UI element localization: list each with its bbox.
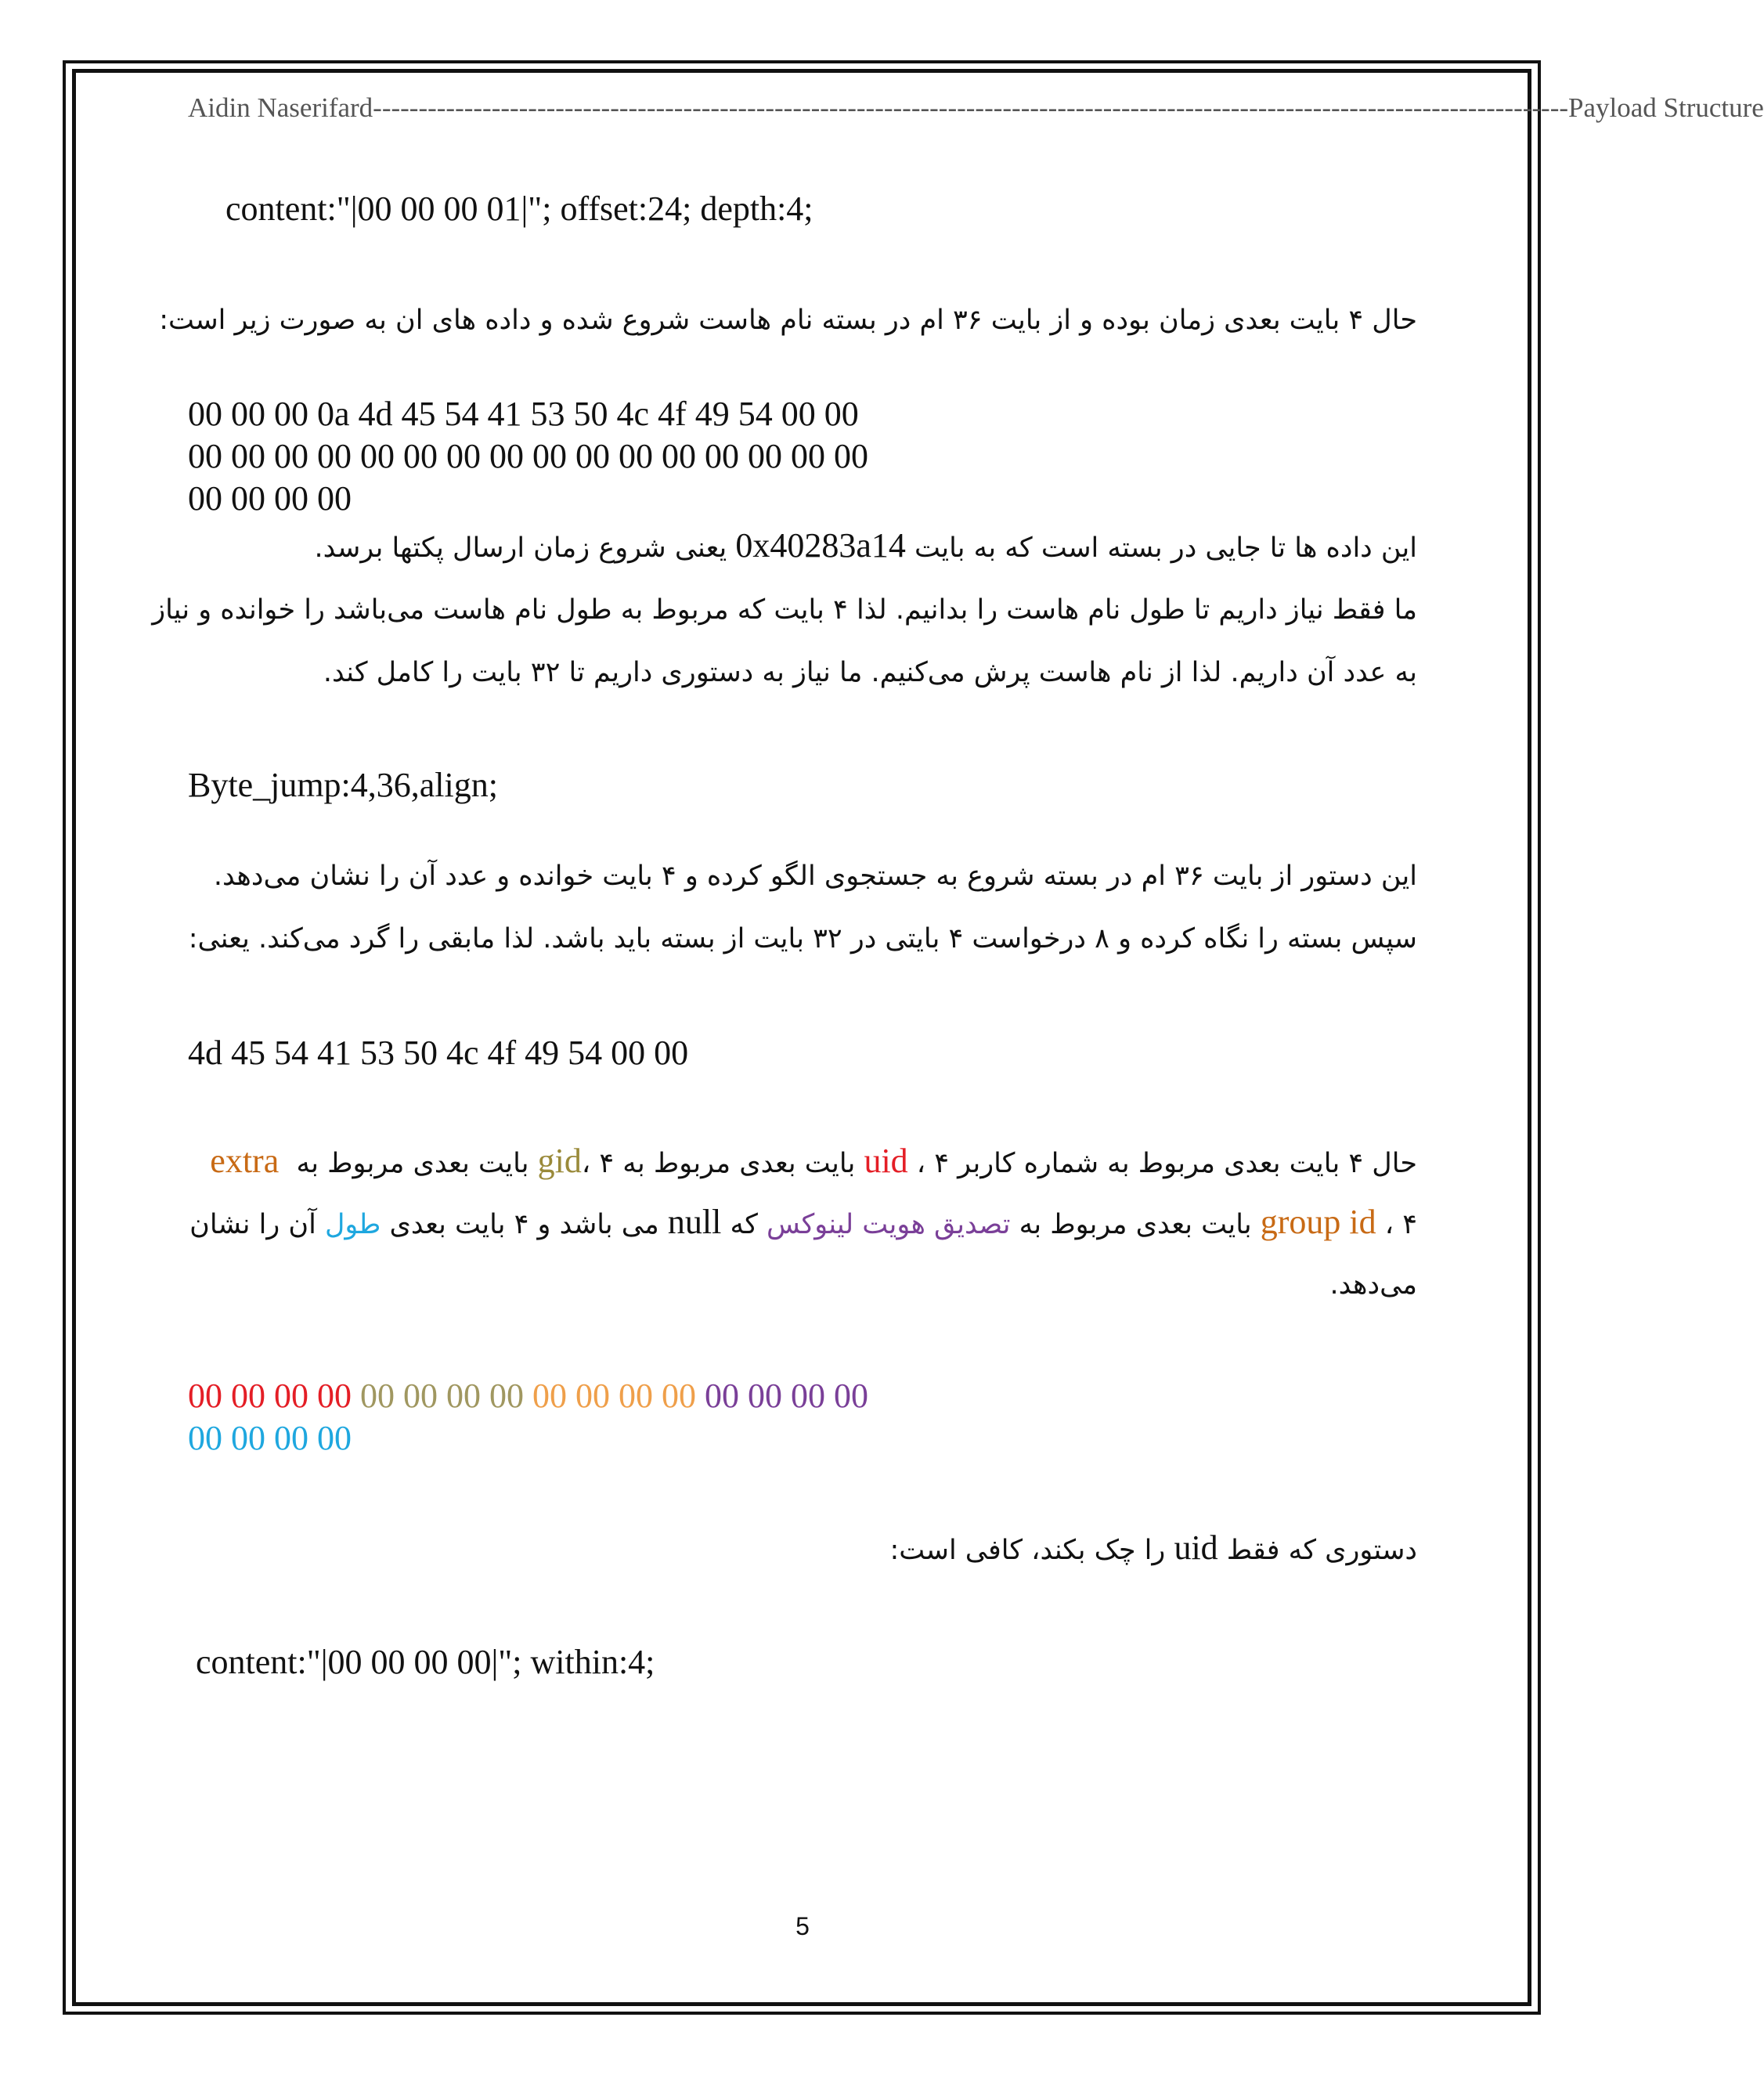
colored-hex-line-1 xyxy=(188,1375,868,1417)
header-dashes: ----------------------------------------------------------------------------------------------------------------------------------- xyxy=(373,92,1569,123)
hex-length: 00 00 00 00 xyxy=(188,1419,352,1457)
para5-text-6: می باشد و ۴ بایت بعدی xyxy=(381,1209,668,1240)
null-term: null xyxy=(667,1203,722,1241)
para2-after: یعنی شروع زمان ارسال پکتها برسد. xyxy=(314,532,736,564)
hex-linux-auth: 00 00 00 00 xyxy=(705,1377,868,1415)
hex-extra-group-id: 00 00 00 00 xyxy=(532,1377,696,1415)
paragraph-uid-check xyxy=(889,1530,1417,1568)
linux-auth-term: تصدیق هویت لینوکس xyxy=(767,1209,1011,1240)
paragraph-uid-gid-line3: می‌دهد. xyxy=(1329,1269,1417,1301)
paragraph-uid-gid-line1 xyxy=(210,1143,1417,1182)
paragraph-byte-jump-2: سپس بسته را نگاه کرده و ۸ درخواست ۴ بایتی در ۳۲ بایت از بسته باید باشد. لذا مابقی را گرد می‌کند. یعنی: xyxy=(188,923,1417,955)
para2-byte: 0x40283a14 xyxy=(735,526,906,565)
paragraph-hostname-length-2: به عدد آن داریم. لذا از نام هاست پرش می‌کنیم. ما نیاز به دستوری داریم تا ۳۲ بایت را کامل کند. xyxy=(323,657,1417,688)
paragraph-packet-start xyxy=(314,528,1417,566)
group-id-term: group id xyxy=(1260,1203,1376,1241)
para5-text-1: حال ۴ بایت بعدی مربوط به شماره کاربر xyxy=(949,1148,1417,1179)
para5-text-4: ، ۴ بایت بعدی مربوط به xyxy=(1010,1209,1417,1240)
gid-term: gid xyxy=(537,1142,582,1180)
length-term: طول xyxy=(324,1209,381,1240)
code-content-within: content:"|00 00 00 00|"; within:4; xyxy=(196,1643,655,1681)
para6-text-2: را چک بکند، کافی است: xyxy=(889,1535,1174,1566)
hex-line-3: 00 00 00 00 xyxy=(188,479,352,518)
para5-text-5: که xyxy=(721,1209,767,1240)
para6-text-1: دستوری که فقط xyxy=(1217,1535,1417,1566)
paragraph-byte-jump-1: این دستور از بایت ۳۶ ام در بسته شروع به جستجوی الگو کرده و ۴ بایت خوانده و عدد آن را نشان می‌دهد. xyxy=(213,861,1417,892)
code-content-offset: content:"|00 00 00 01|"; offset:24; depth:4; xyxy=(225,189,813,228)
hex-line-1: 00 00 00 0a 4d 45 54 41 53 50 4c 4f 49 54 00 00 xyxy=(188,395,859,433)
colored-hex-line-2 xyxy=(188,1417,352,1460)
page-header xyxy=(188,92,1764,124)
hex-gid: 00 00 00 00 xyxy=(360,1377,524,1415)
paragraph-time-hostname: حال ۴ بایت بعدی زمان بوده و از بایت ۳۶ ام در بسته نام هاست شروع شده و داده های ان به صورت زیر است: xyxy=(159,305,1417,336)
header-section: Payload Structure xyxy=(1568,92,1764,123)
page-number: 5 xyxy=(795,1912,810,1940)
paragraph-uid-gid-line2 xyxy=(189,1204,1417,1243)
extra-term: extra xyxy=(210,1142,280,1180)
para5-text-7: آن را نشان xyxy=(189,1209,325,1240)
para5-text-2: ، ۴ بایت بعدی مربوط به xyxy=(614,1148,950,1179)
para5-text-3: ، ۴ بایت بعدی مربوط به xyxy=(287,1148,615,1179)
para6-uid: uid xyxy=(1174,1528,1218,1567)
para2-before: این داده ها تا جایی در بسته است که به بایت xyxy=(905,532,1417,564)
hex-hostname: 4d 45 54 41 53 50 4c 4f 49 54 00 00 xyxy=(188,1034,689,1072)
document-page xyxy=(152,0,1764,2075)
hex-uid: 00 00 00 00 xyxy=(188,1377,352,1415)
uid-term: uid xyxy=(864,1142,908,1180)
hex-line-2: 00 00 00 00 00 00 00 00 00 00 00 00 00 00 00 00 xyxy=(188,437,868,475)
code-byte-jump: Byte_jump:4,36,align; xyxy=(188,766,498,804)
header-author: Aidin Naserifard xyxy=(188,92,373,123)
paragraph-hostname-length-1: ما فقط نیاز داریم تا طول نام هاست را بدانیم. لذا ۴ بایت که مربوط به طول نام هاست می‌باشد را خوانده و نیاز xyxy=(152,594,1417,626)
